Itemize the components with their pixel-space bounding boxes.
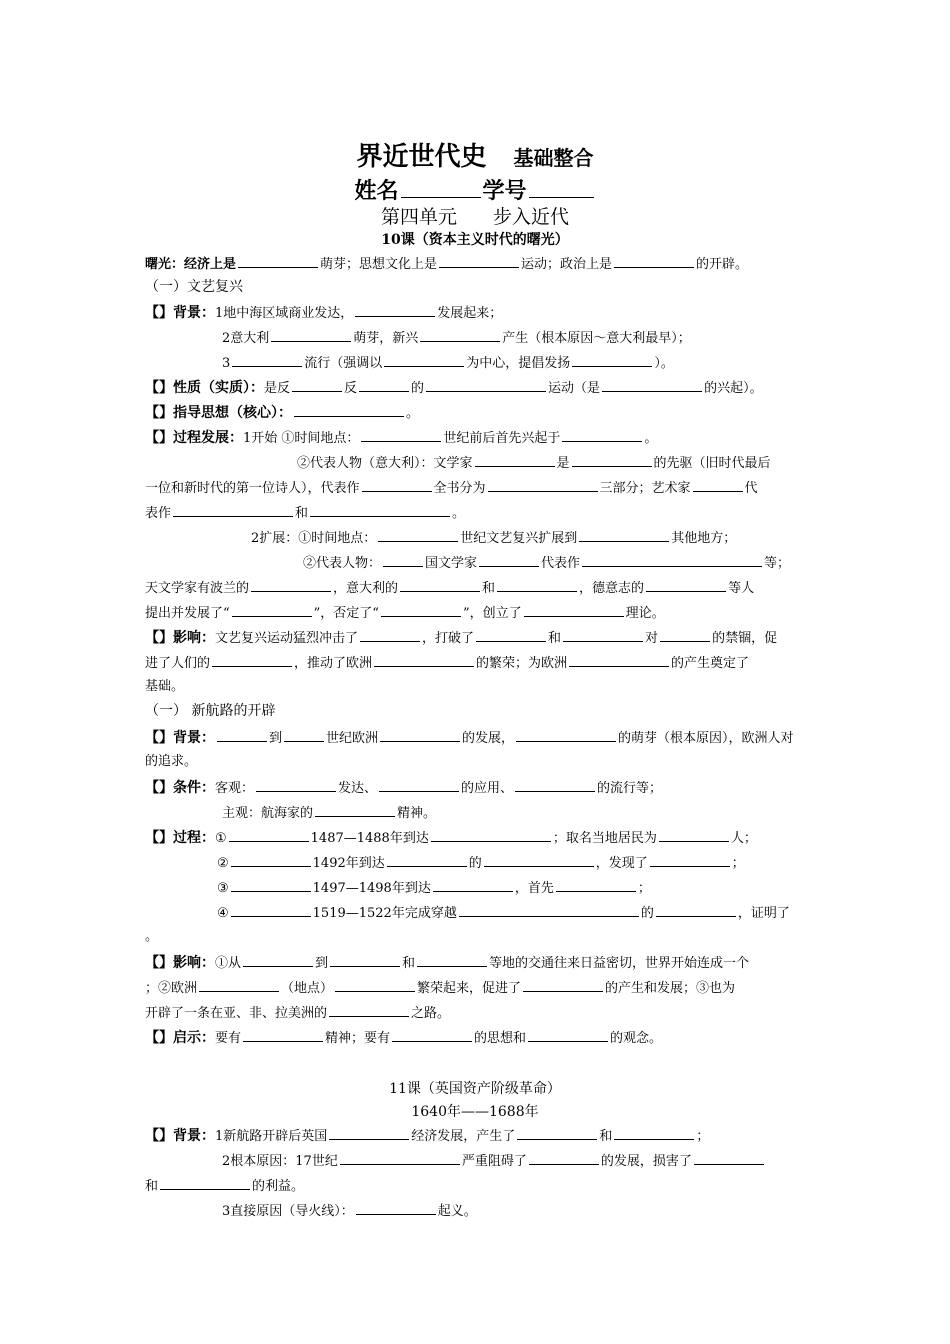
influence-line-3: 基础。 bbox=[145, 679, 185, 694]
blank[interactable] bbox=[160, 1177, 250, 1190]
unit-label: 第四单元 bbox=[380, 206, 457, 228]
blank[interactable] bbox=[659, 829, 729, 842]
name-field[interactable] bbox=[401, 179, 481, 198]
blank[interactable] bbox=[379, 779, 459, 792]
name-label: 姓名 bbox=[354, 178, 399, 204]
process-line-2: ②代表人物（意大利）：文学家 是 的先驱（旧时代最后 bbox=[297, 456, 771, 471]
blank[interactable] bbox=[330, 954, 400, 967]
blank[interactable] bbox=[646, 579, 726, 592]
student-info bbox=[0, 174, 950, 205]
blank[interactable] bbox=[251, 579, 331, 592]
blank[interactable] bbox=[374, 654, 474, 667]
blank[interactable] bbox=[229, 829, 309, 842]
blank[interactable] bbox=[381, 604, 461, 617]
blank[interactable] bbox=[360, 629, 420, 642]
blank[interactable] bbox=[614, 1127, 694, 1140]
blank[interactable] bbox=[693, 479, 743, 492]
blank[interactable] bbox=[231, 854, 311, 867]
title-main: 界近世代史 bbox=[356, 142, 487, 172]
blank[interactable] bbox=[475, 454, 555, 467]
blank[interactable] bbox=[694, 1152, 764, 1165]
blank[interactable] bbox=[582, 554, 762, 567]
blank[interactable] bbox=[355, 304, 435, 317]
conditions-line-1: 【】条件：客观： 发达、 的应用、 的流行等； bbox=[145, 780, 663, 796]
blank[interactable] bbox=[243, 1029, 323, 1042]
blank[interactable] bbox=[383, 554, 423, 567]
blank[interactable] bbox=[310, 504, 450, 517]
blank[interactable] bbox=[479, 554, 539, 567]
voyage-line-5: 。 bbox=[145, 929, 159, 944]
lesson11-title: 11课（英国资产阶级革命） bbox=[389, 1081, 561, 1097]
blank[interactable] bbox=[420, 329, 500, 342]
blank[interactable] bbox=[515, 779, 595, 792]
blank[interactable] bbox=[579, 529, 669, 542]
blank[interactable] bbox=[284, 729, 324, 742]
blank[interactable] bbox=[656, 904, 736, 917]
section-renaissance: （一）文艺复兴 bbox=[145, 279, 243, 295]
route-bg-line-2: 的追求。 bbox=[145, 754, 198, 769]
blank[interactable] bbox=[524, 604, 624, 617]
blank[interactable] bbox=[392, 1029, 472, 1042]
blank[interactable] bbox=[459, 904, 639, 917]
document-title bbox=[0, 136, 950, 173]
blank[interactable] bbox=[572, 354, 652, 367]
blank[interactable] bbox=[340, 1152, 460, 1165]
blank[interactable] bbox=[516, 729, 616, 742]
title-sub: 基础整合 bbox=[513, 146, 594, 170]
influence-line-1: 【】影响：文艺复兴运动猛烈冲击了 ，打破了 和 对 的禁锢，促 bbox=[145, 630, 778, 646]
blank[interactable] bbox=[556, 879, 636, 892]
impact-line-3: 开辟了一条在亚、非、拉美洲的 之路。 bbox=[145, 1006, 451, 1021]
blank[interactable] bbox=[232, 604, 312, 617]
blank[interactable] bbox=[562, 429, 642, 442]
blank[interactable] bbox=[212, 654, 292, 667]
blank[interactable] bbox=[356, 1202, 436, 1215]
blank[interactable] bbox=[417, 954, 487, 967]
blank[interactable] bbox=[292, 379, 342, 392]
blank[interactable] bbox=[361, 429, 441, 442]
voyage-line-2: ② 1492年到达 的 ，发现了 ； bbox=[217, 856, 745, 871]
blank[interactable] bbox=[572, 454, 652, 467]
blank[interactable] bbox=[529, 1152, 599, 1165]
blank[interactable] bbox=[528, 1029, 608, 1042]
nature-line: 【】性质（实质）：是反 反 的 运动（是 的兴起）。 bbox=[145, 380, 763, 396]
lesson11-years: 1640年——1688年 bbox=[411, 1104, 539, 1120]
blank[interactable] bbox=[217, 729, 267, 742]
blank[interactable] bbox=[602, 379, 702, 392]
process-line-3: 一位和新时代的第一位诗人），代表作 全书分为 三部分；艺术家 代 bbox=[145, 481, 758, 496]
unit-heading bbox=[0, 202, 950, 229]
impact-line-1: 【】影响：①从 到 和 等地的交通往来日益密切，世界开始连成一个 bbox=[145, 955, 750, 971]
blank[interactable] bbox=[497, 579, 577, 592]
blank[interactable] bbox=[380, 729, 460, 742]
voyage-line-1: 【】过程：① 1487—1488年到达 ；取名当地居民为 人； bbox=[145, 830, 757, 846]
blank[interactable] bbox=[329, 1004, 409, 1017]
blank[interactable] bbox=[173, 504, 293, 517]
blank[interactable] bbox=[433, 879, 513, 892]
route-bg-line-1: 【】背景： 到 世纪欧洲 的发展， 的萌芽（根本原因），欧洲人对 bbox=[145, 730, 794, 746]
blank[interactable] bbox=[199, 979, 279, 992]
process-line-1: 【】过程发展：1开始 ①时间地点： 世纪前后首先兴起于 。 bbox=[145, 430, 658, 446]
inspiration-line: 【】启示：要有 精神；要有 的思想和 的观念。 bbox=[145, 1030, 663, 1046]
voyage-line-3: ③ 1497—1498年到达 ，首先 ； bbox=[217, 881, 651, 896]
bg-line-2: 2意大利 萌芽，新兴 产生（根本原因～意大利最早）； bbox=[222, 331, 691, 346]
blank[interactable] bbox=[563, 629, 643, 642]
l11-bg-line-4: 3直接原因（导火线）： 起义。 bbox=[222, 1204, 477, 1219]
process-line-6: ②代表人物： 国文学家 代表作 等； bbox=[303, 556, 791, 571]
blank[interactable] bbox=[650, 854, 730, 867]
bg-line-1: 【】背景：1地中海区域商业发达， 发展起来； bbox=[145, 305, 503, 321]
blank[interactable] bbox=[243, 954, 313, 967]
blank[interactable] bbox=[431, 829, 551, 842]
blank[interactable] bbox=[614, 255, 694, 268]
blank[interactable] bbox=[569, 654, 669, 667]
blank[interactable] bbox=[523, 979, 603, 992]
process-line-7: 天文学家有波兰的 ，意大利的 和 ，德意志的 等人 bbox=[145, 581, 755, 596]
blank[interactable] bbox=[517, 1127, 597, 1140]
process-line-5: 2扩展：①时间地点： 世纪文艺复兴扩展到 其他地方； bbox=[251, 531, 737, 546]
voyage-line-4: ④ 1519—1522年完成穿越 的 ，证明了 bbox=[217, 906, 790, 921]
l11-bg-line-1: 【】背景：1新航路开辟后英国 经济发展，产生了 和 ； bbox=[145, 1128, 710, 1144]
blank[interactable] bbox=[238, 255, 318, 268]
blank[interactable] bbox=[329, 1127, 409, 1140]
blank[interactable] bbox=[660, 629, 710, 642]
unit-name: 步入近代 bbox=[493, 206, 570, 228]
id-label: 学号 bbox=[482, 178, 527, 204]
blank[interactable] bbox=[387, 854, 467, 867]
influence-line-2: 进了人们的 ，推动了欧洲 的繁荣；为欧洲 的产生奠定了 bbox=[145, 656, 750, 671]
blank[interactable] bbox=[294, 404, 404, 417]
id-field[interactable] bbox=[529, 179, 594, 198]
conditions-line-2: 主观：航海家的 精神。 bbox=[222, 806, 437, 821]
process-line-4: 表作 和 。 bbox=[145, 506, 466, 521]
blank[interactable] bbox=[315, 804, 395, 817]
dawn-line: 曙光：经济上是 萌芽；思想文化上是 运动；政治上是 的开辟。 bbox=[145, 257, 749, 272]
blank[interactable] bbox=[488, 479, 598, 492]
section-new-routes: （一） 新航路的开辟 bbox=[145, 703, 276, 719]
bg-line-3: 3 流行（强调以 为中心，提倡发扬 ）。 bbox=[222, 356, 674, 371]
blank[interactable] bbox=[378, 529, 458, 542]
lesson10-title: 10课（资本主义时代的曙光） bbox=[381, 232, 569, 248]
guide-line: 【】指导思想（核心）： 。 bbox=[145, 405, 420, 421]
l11-bg-line-2: 2根本原因：17世纪 严重阻碍了 的发展，损害了 bbox=[222, 1152, 766, 1170]
blank[interactable] bbox=[476, 629, 546, 642]
process-line-8: 提出并发展了“ ”，否定了“ ”，创立了 理论。 bbox=[145, 606, 665, 621]
blank[interactable] bbox=[231, 879, 311, 892]
blank[interactable] bbox=[439, 255, 519, 268]
blank[interactable] bbox=[484, 854, 594, 867]
l11-bg-line-3: 和 的利益。 bbox=[145, 1179, 305, 1194]
blank[interactable] bbox=[362, 479, 432, 492]
blank[interactable] bbox=[232, 354, 302, 367]
blank[interactable] bbox=[335, 979, 415, 992]
blank[interactable] bbox=[256, 779, 336, 792]
blank[interactable] bbox=[231, 904, 311, 917]
impact-line-2: ；②欧洲 （地点） 繁荣起来，促进了 的产生和发展；③也为 bbox=[145, 981, 736, 996]
blank[interactable] bbox=[359, 379, 409, 392]
blank[interactable] bbox=[400, 579, 480, 592]
blank[interactable] bbox=[271, 329, 351, 342]
blank[interactable] bbox=[426, 379, 546, 392]
blank[interactable] bbox=[384, 354, 464, 367]
